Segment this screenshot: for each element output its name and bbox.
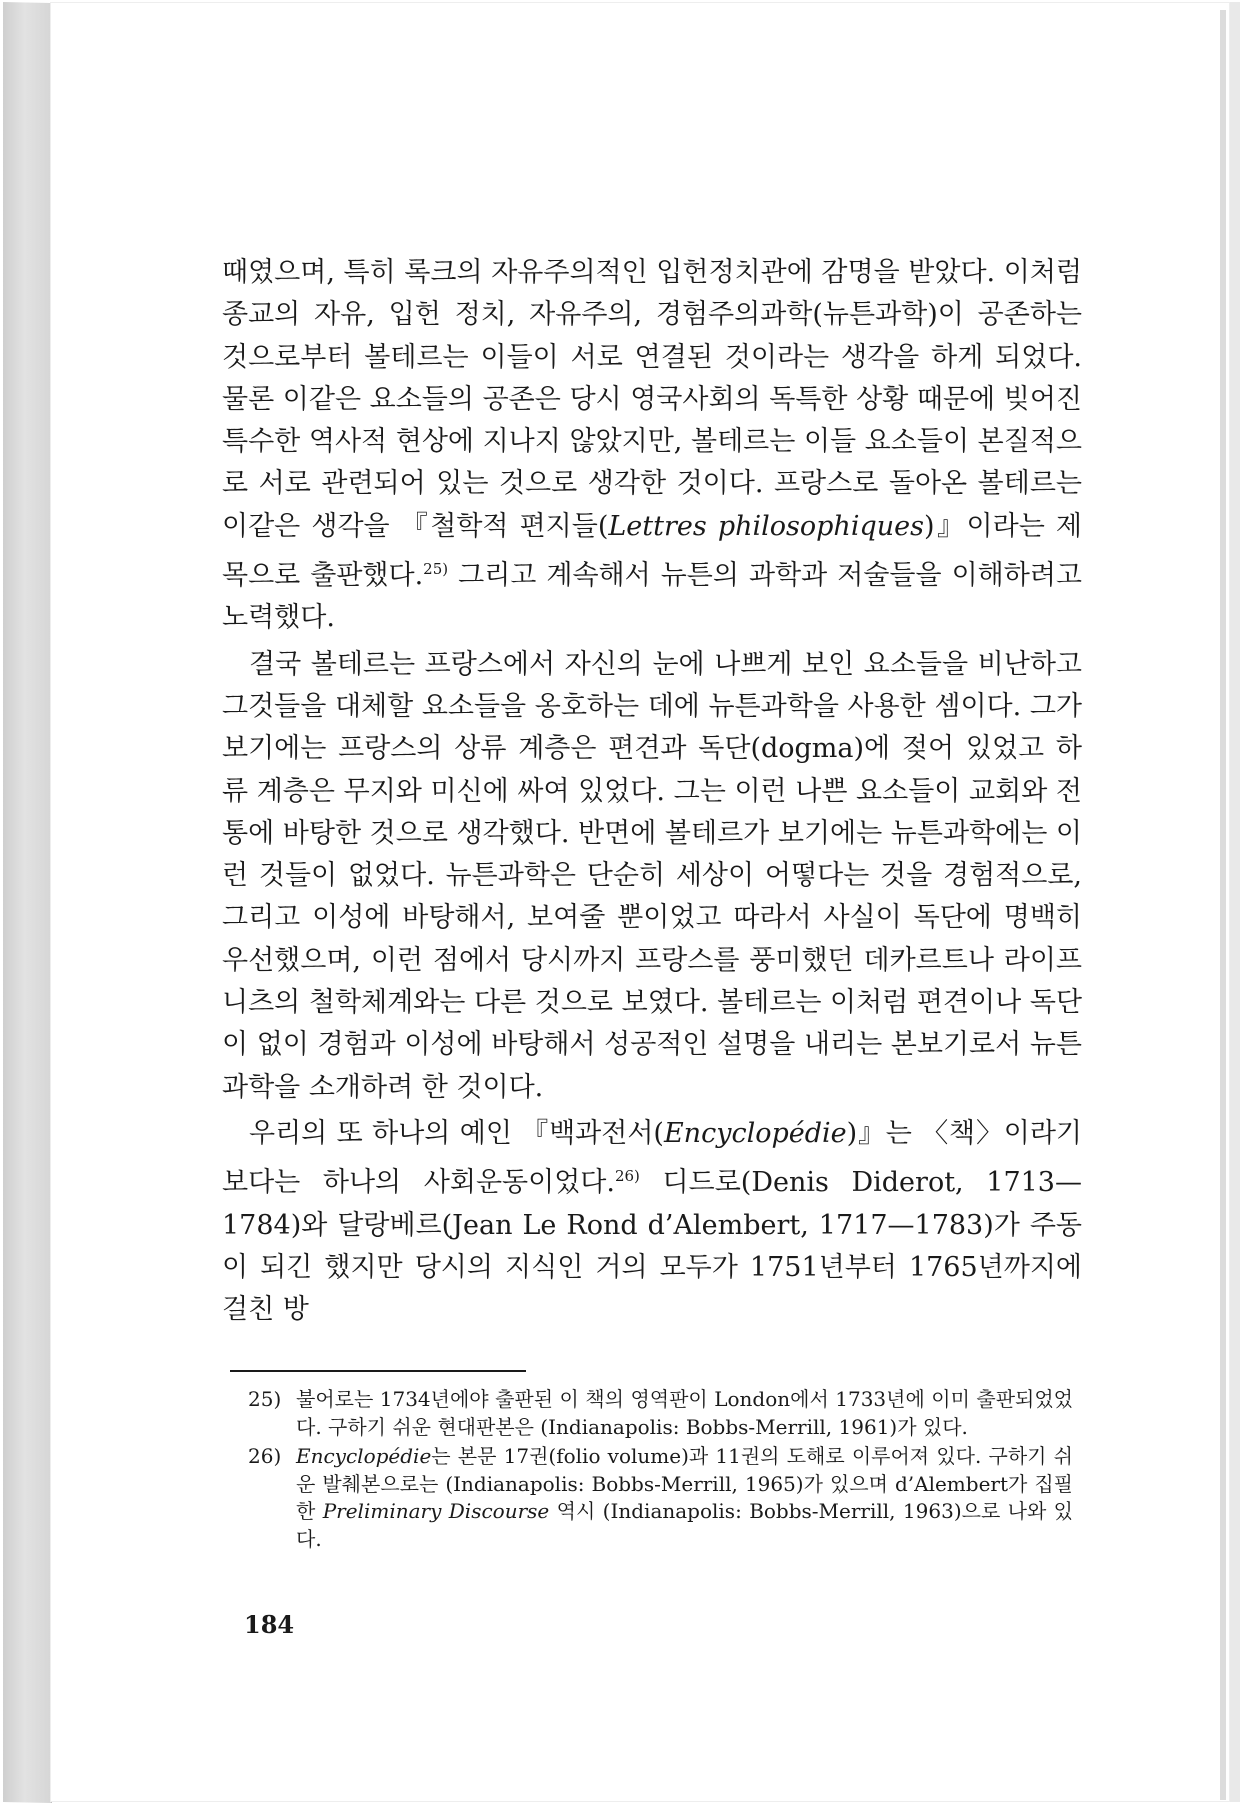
footnote [248,1386,1073,1441]
body-text [222,252,1082,1331]
footnote-number: 25) [248,1387,282,1411]
italic-title: Lettres philosophiques [608,510,924,542]
paragraph-text: 결국 볼테르는 프랑스에서 자신의 눈에 나쁘게 보인 요소들을 비난하고 그것들을 대체할 요소들을 옹호하는 데에 뉴튼과학을 사용한 셈이다. 그가 보기에는 프랑스의 상류 계층은 편견과 독단(dogma)에 젖어 있었고 하류 계층은 무지와 미신에 싸여 있었다. 그는 이런 나쁜 요소들이 교회와 전통에 바탕한 것으로 생각했다. 반면에 볼테르가 보기에는 뉴튼과학에는 이런 것들이 없었다. 뉴튼과학은 단순히 세상이 어떻다는 것을 경험적으로, 그리고 이성에 바탕해서, 보여줄 뿐이었고 따라서 사실이 독단에 명백히 우선했으며, 이런 점에서 당시까지 프랑스를 풍미했던 데카르트나 라이프니츠의 철학체계와는 다른 것으로 보였다. 볼테르는 이처럼 편견이나 독단이 없이 경험과 이성에 바탕해서 성공적인 설명을 내리는 본보기로서 뉴튼과학을 소개하려 한 것이다. [222,648,1082,1103]
paragraph-text: 디드로(Denis Diderot, 1713—1784)와 달랑베르(Jean Le Rond d’Alembert, 1717—1783)가 주동이 되긴 했지만 당시의 지식인 거의 모두가 1751년부터 1765년까지에 걸친 방 [222,1167,1082,1326]
paragraph-text: )』는 〈책〉이라기보다는 하나의 사회운동이었다. [222,1117,1082,1199]
paragraph-text: 그리고 계속해서 뉴튼의 과학과 저술들을 이해하려고 노력했다. [222,560,1082,634]
footnote-divider [230,1370,526,1372]
footnote-text-part: 는 본문 17권(folio volume)과 11권의 도해로 이루어져 있다. 구하기 쉬운 발췌본으로는 (Indianapolis: Bobbs-Merrill, 1965)가 있으며 d’Alembert가 집필한 [296,1444,1073,1523]
footnote [248,1443,1073,1553]
italic-title: Preliminary Discourse [322,1499,550,1523]
paragraph-text: 우리의 또 하나의 예인 『백과전서( [249,1117,664,1149]
footnote-text: 불어로는 1734년에야 출판된 이 책의 영역판이 London에서 1733년에 이미 출판되었었다. 구하기 쉬운 현대판본은 (Indianapolis: Bobbs-Merrill, 1961)가 있다. [296,1387,1073,1439]
footnote-text [296,1443,1073,1553]
page-edge [1220,10,1226,1800]
paragraph [222,644,1082,1109]
paragraph-text: 때였으며, 특히 록크의 자유주의적인 입헌정치관에 감명을 받았다. 이처럼 종교의 자유, 입헌 정치, 자유주의, 경험주의과학(뉴튼과학)이 공존하는 것으로부터 볼테르는 이들이 서로 연결된 것이라는 생각을 하게 되었다. 물론 이같은 요소들의 공존은 당시 영국사회의 독특한 상황 때문에 빚어진 특수한 역사적 현상에 지나지 않았지만, 볼테르는 이들 요소들이 본질적으로 서로 관련되어 있는 것으로 생각한 것이다. 프랑스로 돌아온 볼테르는 이같은 생각을 『철학적 편지들( [222,257,1082,542]
footnote-text-part: 역시 (Indianapolis: Bobbs-Merrill, 1963)으로 나와 있다. [296,1499,1073,1551]
footnote-ref: 25) [423,560,449,579]
page-number: 184 [244,1610,295,1639]
paragraph [222,252,1082,640]
italic-title: Encyclopédie [663,1117,847,1149]
footnote-ref: 26) [614,1167,640,1186]
paragraph [222,1113,1082,1331]
italic-title: Encyclopédie [296,1444,432,1468]
footnote-number: 26) [248,1444,282,1468]
paragraph-text: )』이라는 제목으로 출판했다. [222,510,1082,592]
book-spine [3,2,52,1803]
footnotes [248,1386,1073,1555]
